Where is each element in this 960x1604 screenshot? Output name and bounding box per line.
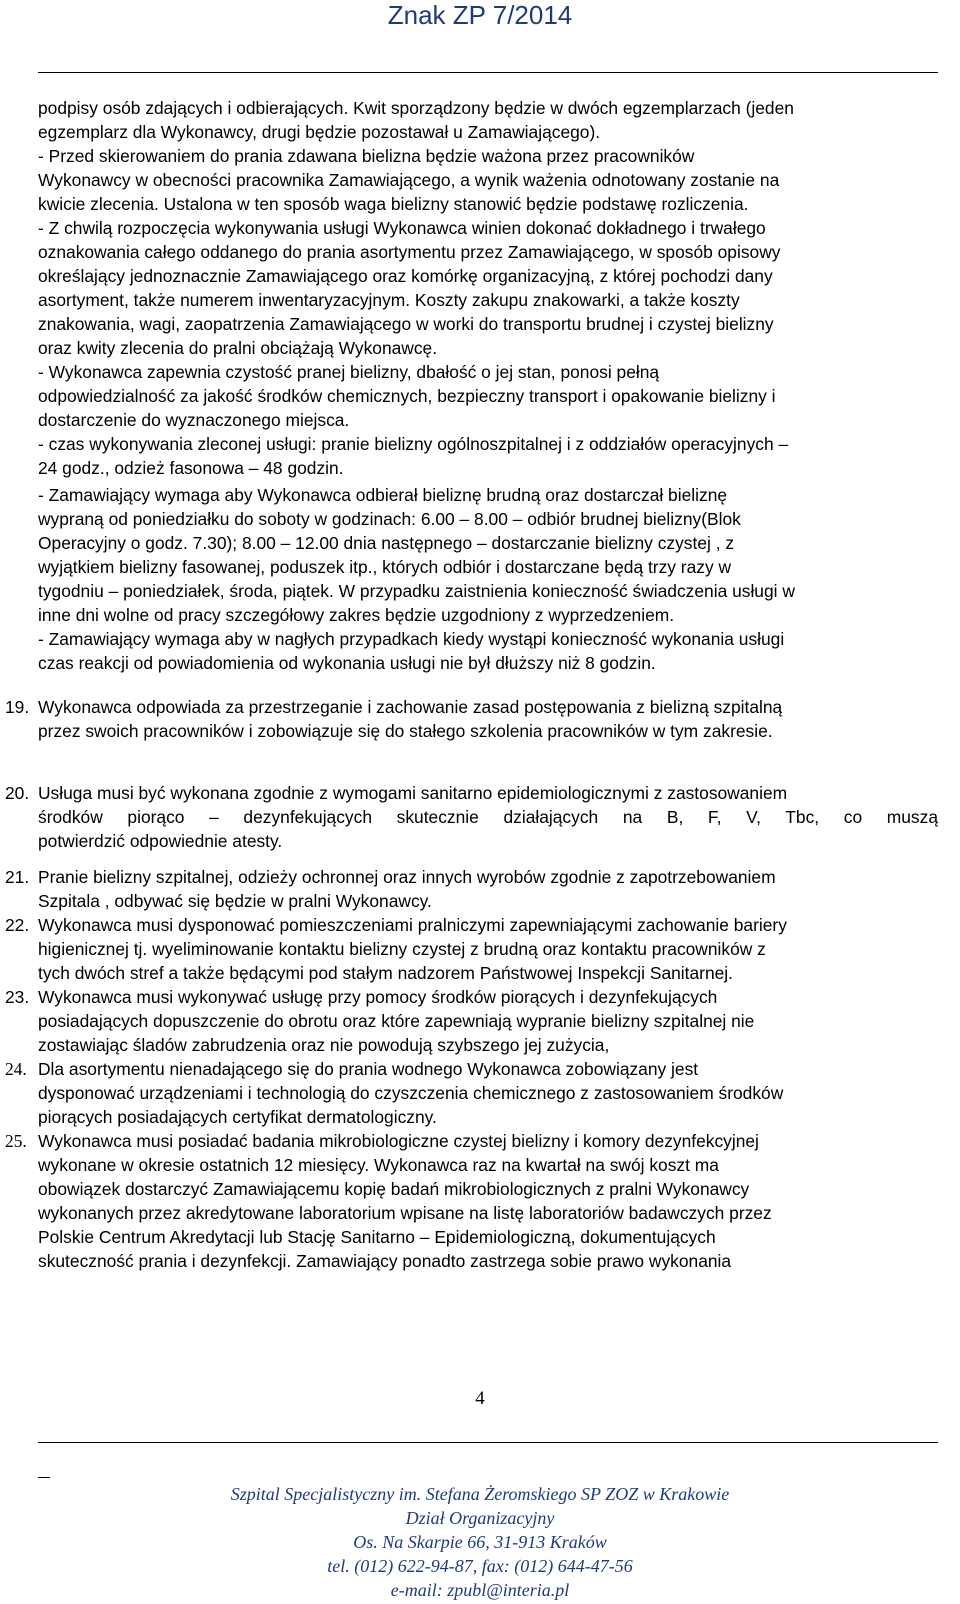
body-line: podpisy osób zdających i odbierających. Kwit sporządzony będzie w dwóch egzemplarzach (jeden: [38, 98, 794, 118]
footer-email: e-mail: zpubl@interia.pl: [390, 1580, 570, 1600]
body-line: czas reakcji od powiadomienia od wykonania usługi nie był dłuższy niż 8 godzin.: [38, 653, 656, 673]
list-item-text: skuteczność prania i dezynfekcji. Zamawiający ponadto zastrzega sobie prawo wykonania: [38, 1251, 732, 1271]
footnote-separator: [38, 1477, 50, 1478]
body-line: - Wykonawca zapewnia czystość pranej bielizny, dbałość o jej stan, ponosi pełną: [38, 362, 660, 382]
body-line: - Zamawiający wymaga aby Wykonawca odbierał bieliznę brudną oraz dostarczał bieliznę: [38, 485, 728, 505]
header-divider: [38, 72, 938, 73]
body-line: - czas wykonywania zleconej usługi: pranie bielizny ogólnoszpitalnej i z oddziałów operacyjnych –: [38, 434, 789, 454]
list-item-text: Wykonawca musi wykonywać usługę przy pomocy środków piorących i dezynfekujących: [38, 987, 718, 1007]
list-item-text: Wykonawca musi dysponować pomieszczeniami pralniczymi zapewniającymi zachowanie bariery: [38, 915, 787, 935]
list-item-number: 21.: [5, 867, 30, 887]
list-item-24: [5, 1057, 938, 1081]
list-item-21: [5, 865, 938, 889]
list-item-number: 24.: [5, 1059, 27, 1079]
list-item-number: 23.: [5, 987, 30, 1007]
list-item-text: Polskie Centrum Akredytacji lub Stację Sanitarno – Epidemiologiczną, dokumentujących: [38, 1227, 716, 1247]
body-line: tygodniu – poniedziałek, środa, piątek. W przypadku zaistnienia konieczność świadczenia usługi w: [38, 581, 795, 601]
list-item-text: zostawiając śladów zabrudzenia oraz nie powodują szybszego jej zużycia,: [38, 1035, 610, 1055]
list-item-number: 25.: [5, 1131, 27, 1151]
list-item-20: [5, 781, 938, 805]
list-item-number: 19.: [5, 697, 30, 717]
list-item-25: [5, 1129, 938, 1153]
list-item-text: Szpitala , odbywać się będzie w pralni Wykonawcy.: [38, 891, 432, 911]
body-line: wyjątkiem bielizny fasowanej, poduszek itp., których odbiór i dostarczane będą trzy razy w: [38, 557, 732, 577]
list-item-text: obowiązek dostarczyć Zamawiającemu kopię badań mikrobiologicznych z pralni Wykonawcy: [38, 1179, 750, 1199]
body-line: - Przed skierowaniem do prania zdawana bielizna będzie ważona przez pracowników: [38, 146, 695, 166]
body-line: oznakowania całego oddanego do prania asortymentu przez Zamawiającego, w sposób opisowy: [38, 242, 781, 262]
body-line: - Z chwilą rozpoczęcia wykonywania usługi Wykonawca winien dokonać dokładnego i trwałego: [38, 218, 766, 238]
list-item-number: 22.: [5, 915, 30, 935]
body-line: - Zamawiający wymaga aby w nagłych przypadkach kiedy wystąpi konieczność wykonania usługi: [38, 629, 785, 649]
body-line: znakowania, wagi, zaopatrzenia Zamawiającego w worki do transportu brudnej i czystej bielizny: [38, 314, 774, 334]
list-item-text: posiadających dopuszczenie do obrotu oraz które zapewniają wypranie bielizny szpitalnej nie: [38, 1011, 755, 1031]
body-line: oraz kwity zlecenia do pralni obciążają Wykonawcę.: [38, 338, 438, 358]
list-item-22: [5, 913, 938, 937]
body-line: kwicie zlecenia. Ustalona w ten sposób waga bielizny stanowić będzie podstawę rozliczenia.: [38, 194, 749, 214]
body-line: określający jednoznacznie Zamawiającego oraz komórkę organizacyjną, z której pochodzi dany: [38, 266, 773, 286]
page-number: 4: [475, 1388, 485, 1409]
list-item-text: Usługa musi być wykonana zgodnie z wymogami sanitarno epidemiologicznymi z zastosowaniem: [38, 783, 788, 803]
list-item-text: Wykonawca musi posiadać badania mikrobiologiczne czystej bielizny i komory dezynfekcyjnej: [38, 1131, 759, 1151]
body-line: egzemplarz dla Wykonawcy, drugi będzie pozostawał u Zamawiającego).: [38, 122, 601, 142]
list-item-text: Pranie bielizny szpitalnej, odzieży ochronnej oraz innych wyrobów zgodnie z zapotrzebowaniem: [38, 867, 776, 887]
list-item-text: potwierdzić odpowiednie atesty.: [38, 831, 283, 851]
list-item-text: piorących posiadających certyfikat dermatologiczny.: [38, 1107, 437, 1127]
footer-divider: [38, 1442, 938, 1443]
list-item-text: dysponować urządzeniami i technologią do czyszczenia chemicznego z zastosowaniem środków: [38, 1083, 784, 1103]
list-item-text: środków piorąco – dezynfekujących skutecznie działających na B, F, V, Tbc, co muszą: [38, 807, 938, 827]
body-line: asortyment, także numerem inwentaryzacyjnym. Koszty zakupu znakowarki, a także koszty: [38, 290, 740, 310]
footer-department: Dział Organizacyjny: [405, 1508, 555, 1528]
list-item-text: wykonanych przez akredytowane laboratorium wpisane na listę laboratoriów badawczych przez: [38, 1203, 772, 1223]
list-item-text: wykonane w okresie ostatnich 12 miesięcy. Wykonawca raz na kwartał na swój koszt ma: [38, 1155, 719, 1175]
footer-address: Os. Na Skarpie 66, 31-913 Kraków: [353, 1532, 607, 1552]
document-code-header: Znak ZP 7/2014: [387, 0, 573, 30]
body-line: inne dni wolne od pracy szczegółowy zakres będzie uzgodniony z wyprzedzeniem.: [38, 605, 675, 625]
footer-phone: tel. (012) 622-94-87, fax: (012) 644-47-56: [327, 1556, 633, 1576]
list-item-text: higienicznej tj. wyeliminowanie kontaktu bielizny czystej z brudną oraz kontaktu pracowników z: [38, 939, 766, 959]
body-line: Wykonawcy w obecności pracownika Zamawiającego, a wynik ważenia odnotowany zostanie na: [38, 170, 780, 190]
footer-hospital-name: Szpital Specjalistyczny im. Stefana Żeromskiego SP ZOZ w Krakowie: [230, 1484, 730, 1504]
list-item-text: Dla asortymentu nienadającego się do prania wodnego Wykonawca zobowiązany jest: [38, 1059, 699, 1079]
list-item-text: Wykonawca odpowiada za przestrzeganie i zachowanie zasad postępowania z bielizną szpitalną: [38, 697, 783, 717]
body-line: 24 godz., odzież fasonowa – 48 godzin.: [38, 458, 344, 478]
list-item-19: [5, 695, 938, 719]
list-item-23: [5, 985, 938, 1009]
list-item-text: tych dwóch stref a także będącymi pod stałym nadzorem Państwowej Inspekcji Sanitarnej.: [38, 963, 733, 983]
body-line: Operacyjny o godz. 7.30); 8.00 – 12.00 dnia następnego – dostarczanie bielizny czystej , z: [38, 533, 735, 553]
list-item-number: 20.: [5, 783, 30, 803]
body-line: wypraną od poniedziałku do soboty w godzinach: 6.00 – 8.00 – odbiór brudnej bielizny(Blok: [38, 509, 741, 529]
body-line: dostarczenie do wyznaczonego miejsca.: [38, 410, 350, 430]
list-item-text: przez swoich pracowników i zobowiązuje się do stałego szkolenia pracowników w tym zakresie.: [38, 721, 773, 741]
body-line: odpowiedzialność za jakość środków chemicznych, bezpieczny transport i opakowanie bielizny i: [38, 386, 776, 406]
